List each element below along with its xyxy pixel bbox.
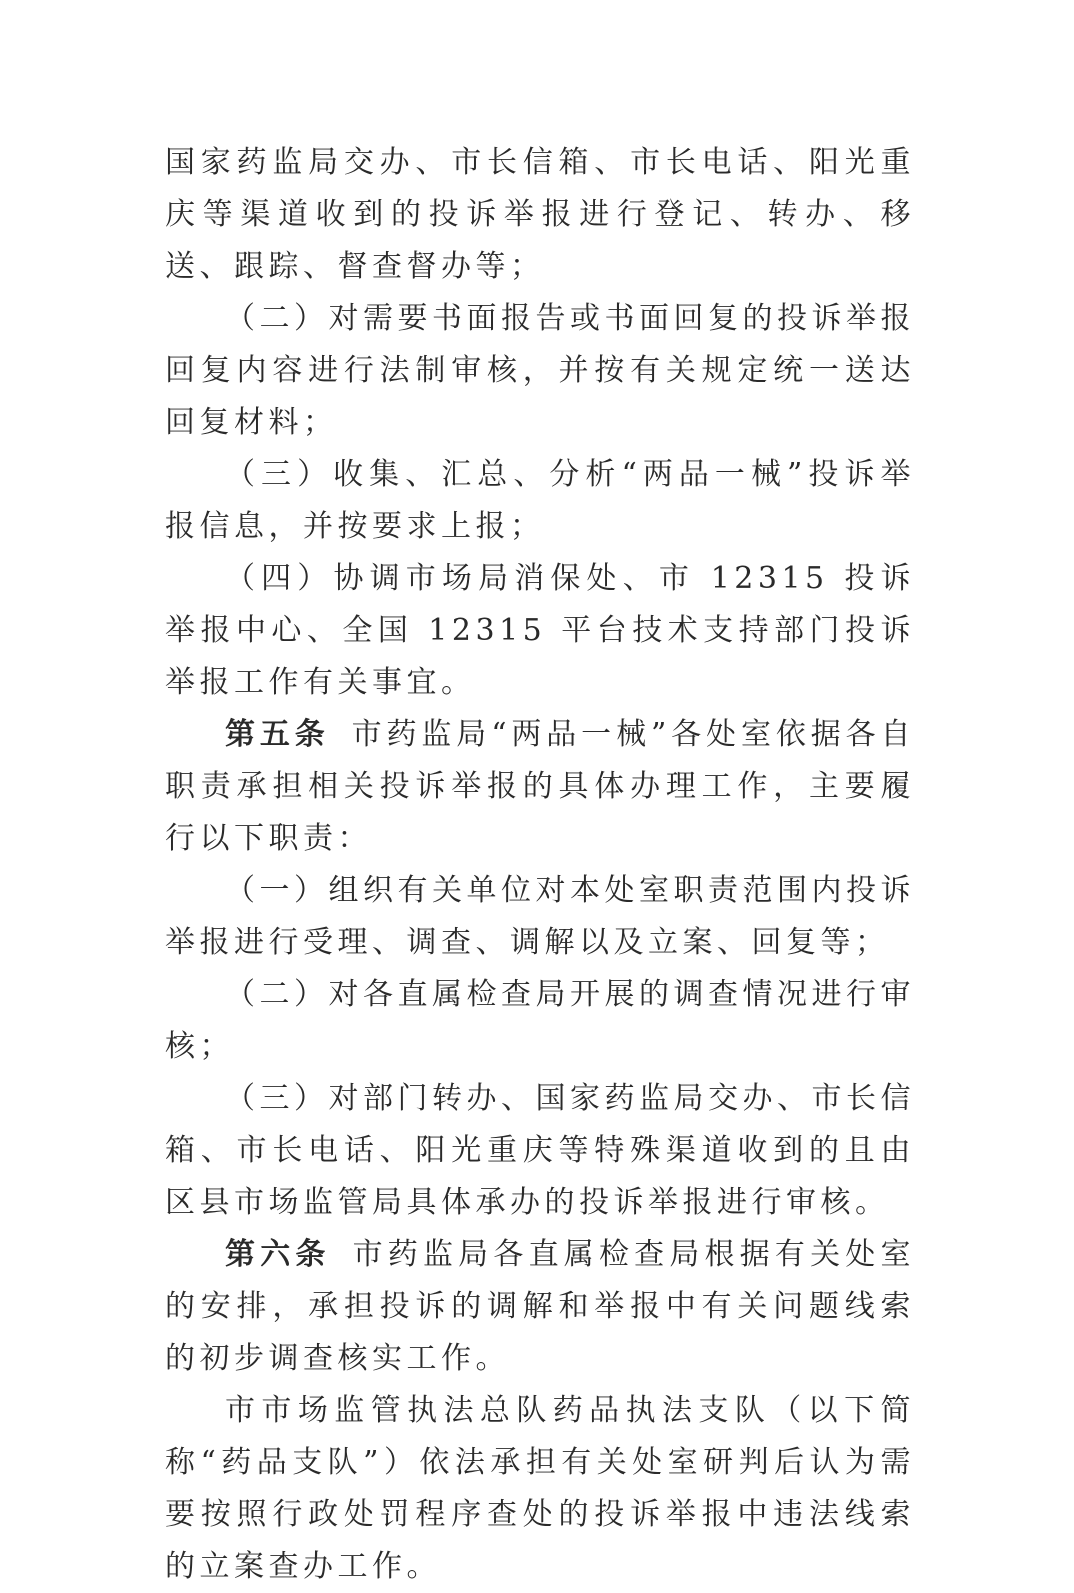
article-5 (165, 709, 915, 865)
paragraph-item-3 (165, 449, 915, 553)
paragraph-text: 国家药监局交办、市长信箱、市长电话、阳光重庆等渠道收到的投诉举报进行登记、转办、移送、跟踪、督查督办等； (165, 145, 915, 284)
document-body (165, 137, 915, 1593)
paragraph-item-2 (165, 293, 915, 449)
paragraph-text: （三）收集、汇总、分析“两品一械”投诉举报信息，并按要求上报； (165, 457, 915, 544)
paragraph-enforcement (165, 1385, 915, 1593)
paragraph-item-1 (165, 865, 915, 969)
paragraph-item-4 (165, 553, 915, 709)
paragraph-continuation (165, 137, 915, 293)
article-6-title: 第六条 (225, 1237, 331, 1272)
article-5-title: 第五条 (225, 717, 330, 752)
paragraph-text: （四）协调市场局消保处、市 12315 投诉举报中心、全国 12315 平台技术支持部门投诉举报工作有关事宜。 (165, 561, 915, 700)
paragraph-item-2b (165, 969, 915, 1073)
paragraph-text: （二）对需要书面报告或书面回复的投诉举报回复内容进行法制审核，并按有关规定统一送达回复材料； (165, 301, 915, 440)
paragraph-text: （二）对各直属检查局开展的调查情况进行审核； (165, 977, 915, 1064)
paragraph-text: 市药监局各直属检查局根据有关处室的安排，承担投诉的调解和举报中有关问题线索的初步调查核实工作。 (165, 1237, 916, 1376)
paragraph-text: （三）对部门转办、国家药监局交办、市长信箱、市长电话、阳光重庆等特殊渠道收到的且由区县市场监管局具体承办的投诉举报进行审核。 (165, 1081, 915, 1220)
paragraph-text: 市市场监管执法总队药品执法支队（以下简称“药品支队”）依法承担有关处室研判后认为需要按照行政处罚程序查处的投诉举报中违法线索的立案查办工作。 (165, 1393, 915, 1584)
paragraph-text: （一）组织有关单位对本处室职责范围内投诉举报进行受理、调查、调解以及立案、回复等； (165, 873, 915, 960)
article-6 (165, 1229, 915, 1385)
paragraph-item-3b (165, 1073, 915, 1229)
paragraph-text: 市药监局“两品一械”各处室依据各自职责承担相关投诉举报的具体办理工作，主要履行以下职责： (165, 717, 915, 856)
